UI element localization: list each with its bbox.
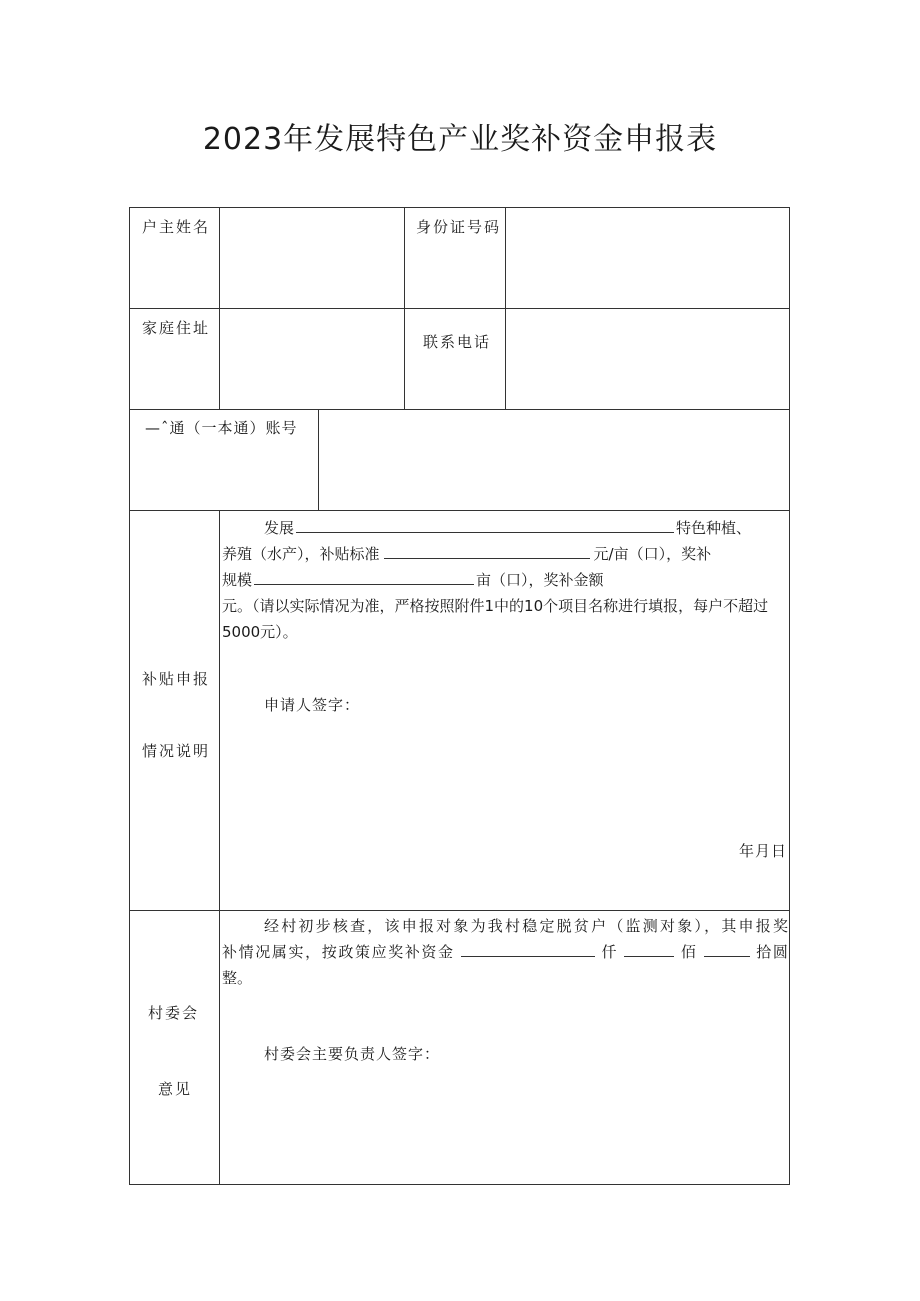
- amount-ten-blank[interactable]: [704, 942, 750, 957]
- village-line-1: 经村初步核查，该申报对象为我村稳定脱贫户（监测对象），其申报奖: [264, 917, 788, 935]
- village-line-2: [222, 939, 788, 965]
- page-title: 2023年发展特色产业奖补资金申报表: [202, 122, 718, 157]
- account-label: —ˆ通（一本通）账号: [145, 419, 298, 437]
- subsidy-note: 元。（请以实际情况为准，严格按照附件1中的10个项目名称进行填报，每户不超过5000元）。: [222, 597, 769, 641]
- applicant-signature-label: 申请人签字：: [264, 696, 361, 714]
- householder-name-field[interactable]: [220, 209, 404, 308]
- amount-hundred-blank[interactable]: [624, 942, 674, 957]
- date-label: 年月日: [738, 842, 787, 860]
- phone-label: 联系电话: [423, 333, 492, 351]
- subsidy-line-2: [222, 541, 788, 567]
- leader-signature-field[interactable]: [440, 1038, 740, 1068]
- subsidy-line-3: [222, 567, 788, 593]
- industry-blank[interactable]: [296, 518, 674, 533]
- planting-text: 特色种植、: [676, 519, 752, 537]
- thousand-text: 仟: [601, 943, 619, 961]
- row-divider: [130, 510, 789, 511]
- householder-name-label: 户主姓名: [142, 218, 211, 236]
- village-line-2-text: 补情况属实，按政策应奖补资金: [222, 943, 455, 961]
- subsidy-standard-blank[interactable]: [384, 544, 590, 559]
- home-address-field[interactable]: [220, 309, 404, 409]
- col-divider: [404, 208, 405, 409]
- village-label-line1: 村委会: [148, 1004, 200, 1022]
- subsidy-label-line2: 情况说明: [142, 742, 211, 760]
- applicant-signature-field[interactable]: [360, 688, 660, 718]
- leader-signature-label: 村委会主要负责人签字：: [264, 1045, 441, 1063]
- amount-thousand-blank[interactable]: [461, 942, 595, 957]
- home-address-label: 家庭住址: [142, 319, 211, 337]
- id-number-label: 身份证号码: [416, 218, 502, 236]
- ten-yuan-text: 拾圆: [756, 943, 788, 961]
- col-divider: [219, 510, 220, 1185]
- village-line-3: 整。: [222, 969, 253, 987]
- develop-text: 发展: [264, 519, 295, 537]
- village-opinion: [222, 913, 788, 991]
- unit-text: 元/亩（口），奖补: [593, 545, 712, 563]
- scale-blank[interactable]: [254, 570, 474, 585]
- subsidy-line-1: [222, 515, 788, 541]
- breeding-text: 养殖（水产），补贴标准: [222, 545, 380, 563]
- application-form: [129, 207, 790, 1185]
- phone-field[interactable]: [506, 309, 789, 409]
- account-field[interactable]: [319, 410, 789, 510]
- scale-unit-text: 亩（口），奖补金额: [476, 571, 604, 589]
- id-number-field[interactable]: [506, 209, 789, 308]
- village-label-line2: 意见: [158, 1080, 193, 1098]
- row-divider: [130, 910, 789, 911]
- scale-text: 规模: [222, 571, 253, 589]
- hundred-text: 佰: [680, 943, 698, 961]
- subsidy-description: [222, 515, 788, 645]
- subsidy-label-line1: 补贴申报: [142, 670, 211, 688]
